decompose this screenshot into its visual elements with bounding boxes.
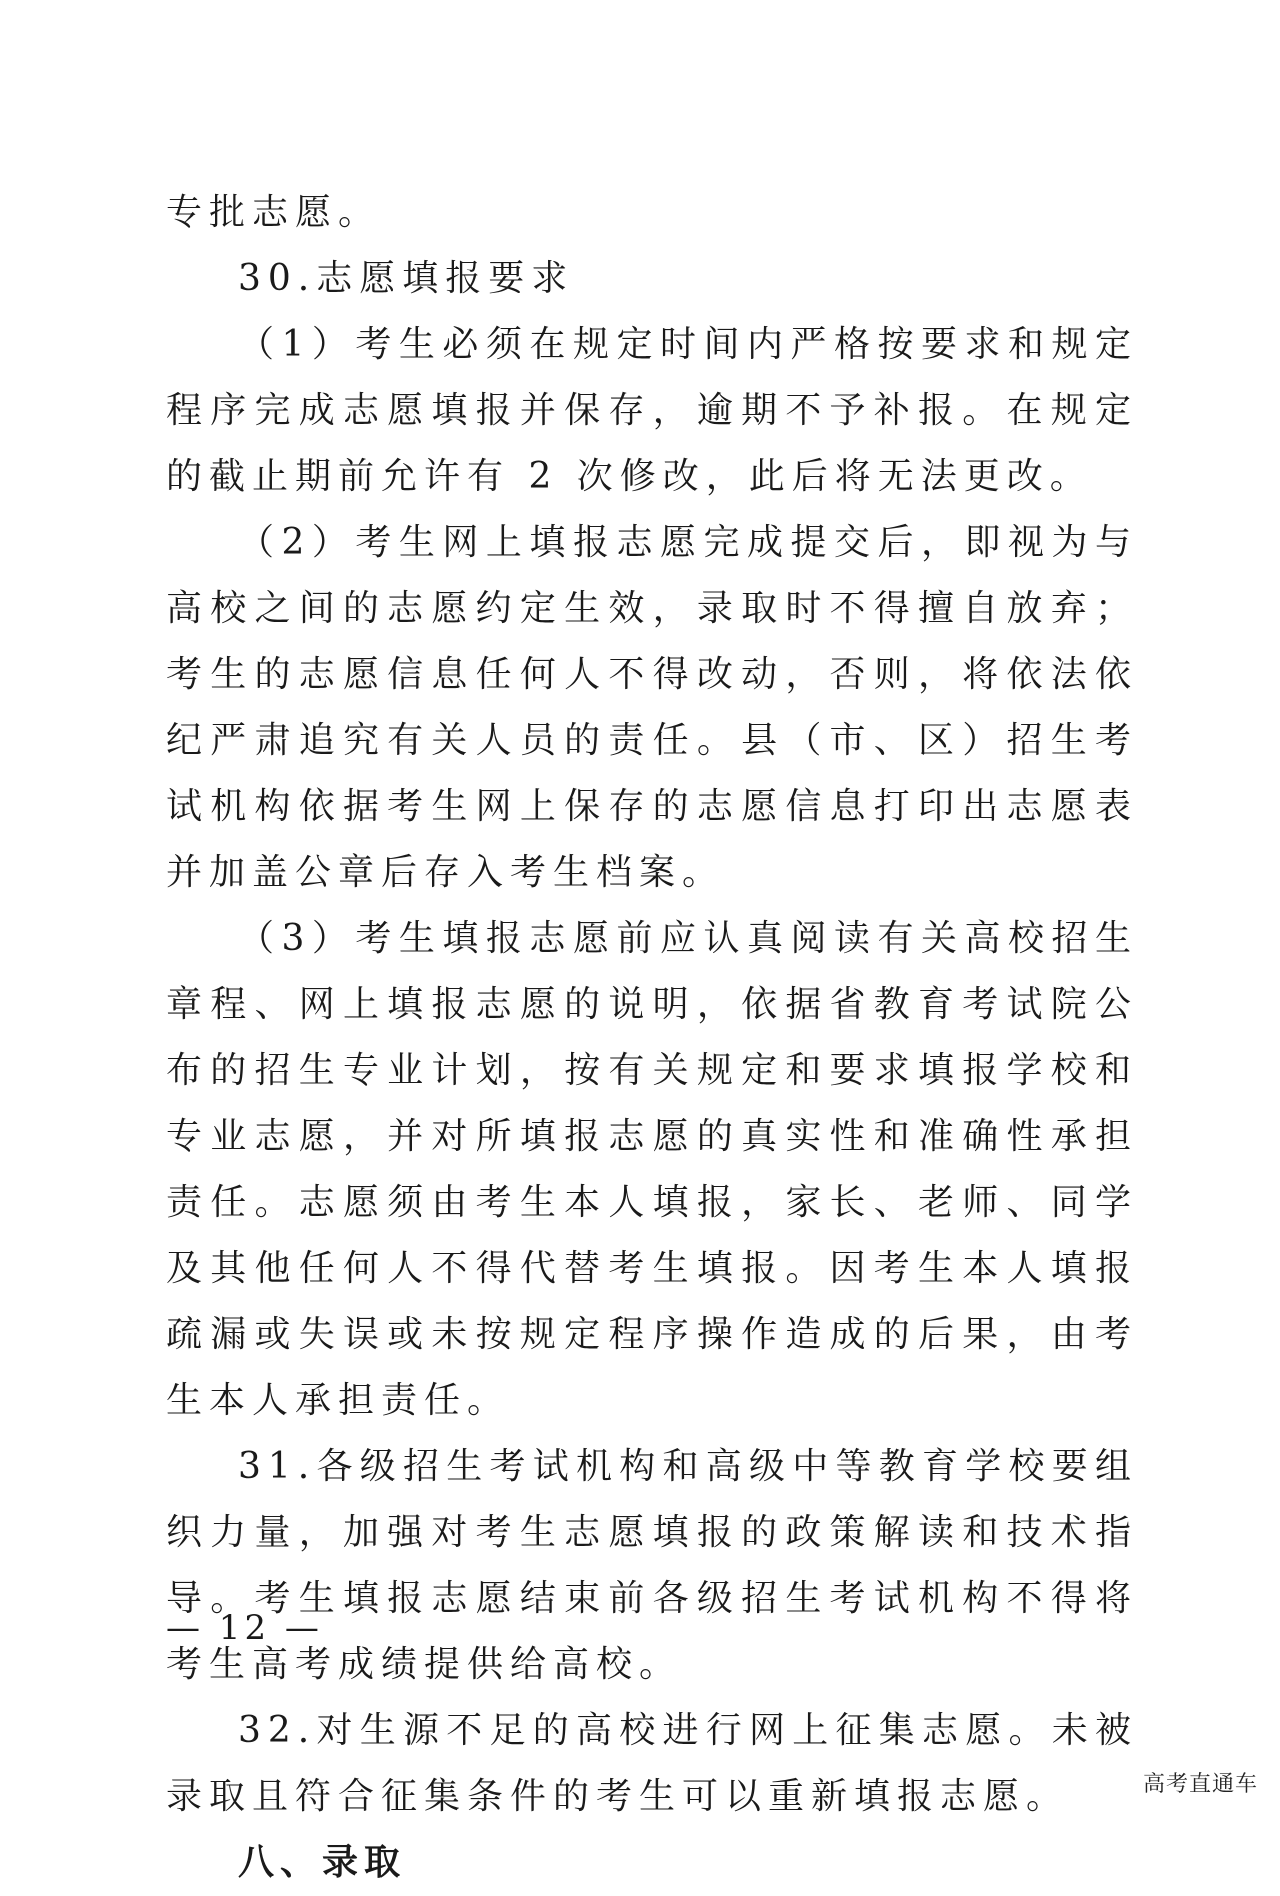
section-heading: 八、录取 <box>238 1842 407 1883</box>
item-30-clause-1: （1）考生必须在规定时间内严格按要求和规定程序完成志愿填报并保存，逾期不予补报。在规定的截止期前允许有 2 次修改，此后将无法更改。 <box>166 324 1138 497</box>
page-number: — 12 — <box>166 1608 323 1648</box>
item-31: 31.各级招生考试机构和高级中等教育学校要组织力量，加强对考生志愿填报的政策解读和技术指导。考生填报志愿结束前各级招生考试机构不得将考生高考成绩提供给高校。 <box>166 1446 1138 1685</box>
watermark: 高考直通车 <box>1142 1772 1258 1797</box>
item-30-clause-2: （2）考生网上填报志愿完成提交后，即视为与高校之间的志愿约定生效，录取时不得擅自放弃；考生的志愿信息任何人不得改动，否则，将依法依纪严肃追究有关人员的责任。县（市、区）招生考试机构依据考生网上保存的志愿信息打印出志愿表并加盖公章后存入考生档案。 <box>166 522 1138 893</box>
item-30-clause-3: （3）考生填报志愿前应认真阅读有关高校招生章程、网上填报志愿的说明，依据省教育考试院公布的招生专业计划，按有关规定和要求填报学校和专业志愿，并对所填报志愿的真实性和准确性承担责任。志愿须由考生本人填报，家长、老师、同学及其他任何人不得代替考生填报。因考生本人填报疏漏或失误或未按规定程序操作造成的后果，由考生本人承担责任。 <box>166 918 1138 1421</box>
item-32: 32.对生源不足的高校进行网上征集志愿。未被录取且符合征集条件的考生可以重新填报志愿。 <box>166 1710 1138 1817</box>
paragraph-continuation: 专批志愿。 <box>166 192 382 233</box>
item-30-heading: 30.志愿填报要求 <box>238 258 575 299</box>
